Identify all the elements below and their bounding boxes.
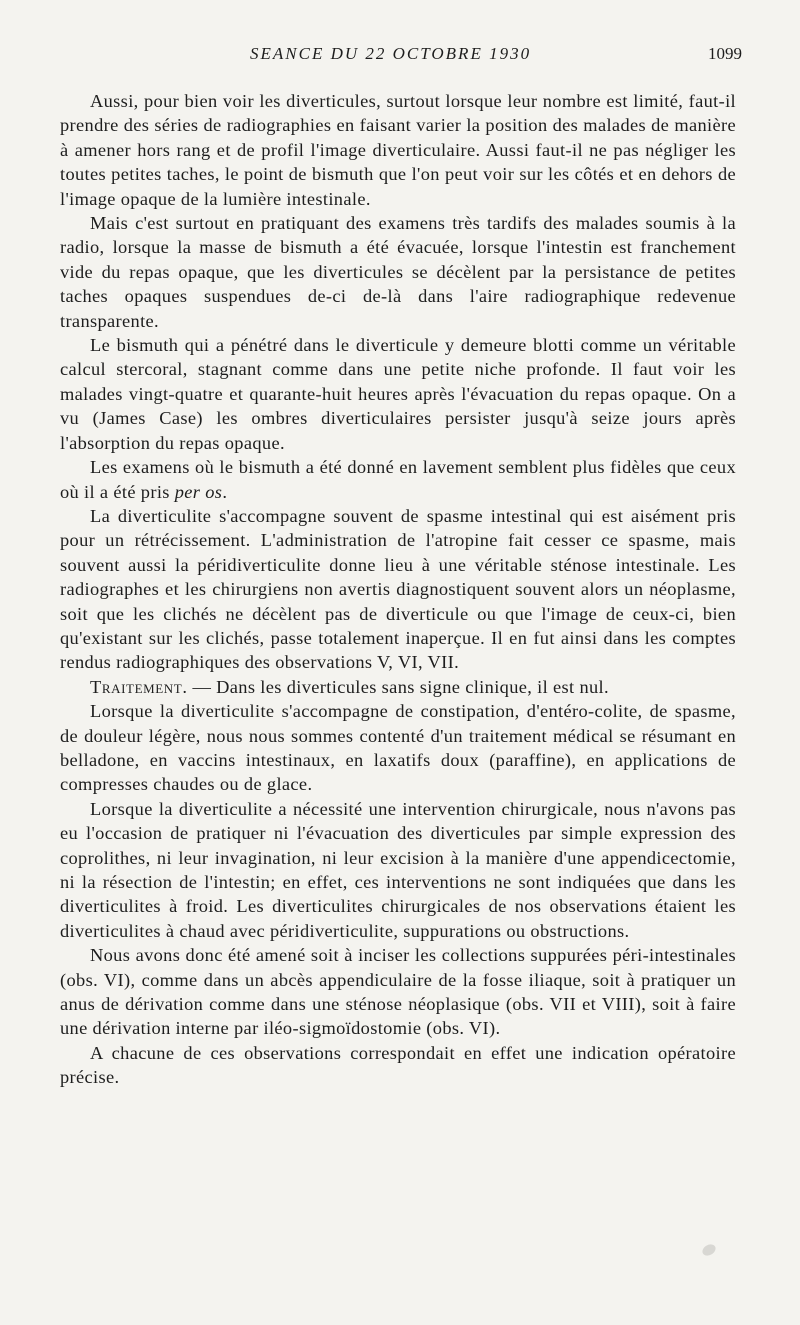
- paragraph-radiography-series: Aussi, pour bien voir les diverticules, surtout lorsque leur nombre est limité, faut-il prendre des séries de radiographies en faisant varier la position des malades de manière à amener hors rang et de profil l'image diverticulaire. Aussi faut-il ne pas négliger les toutes petites taches, le point de bismuth que l'on peut voir sur les côtés et en dehors de l'image opaque de la lumière intestinale.: [60, 91, 736, 209]
- running-head: SEANCE DU 22 OCTOBRE 1930: [250, 44, 532, 63]
- page-header: [60, 44, 740, 68]
- paragraph-procedures: Nous avons donc été amené soit à inciser les collections suppurées péri-intestinales (obs. VI), comme dans un abcès appendiculaire de la fosse iliaque, soit à pratiquer un anus de dérivation comme dans une sténose néoplasique (obs. VII et VIII), soit à faire une dérivation interne par iléo-sigmoïdostomie (obs. VI).: [60, 945, 736, 1039]
- paragraph-late-examinations: Mais c'est surtout en pratiquant des examens très tardifs des malades soumis à la radio, lorsque la masse de bismuth a été évacuée, lorsque l'intestin est franchement vide du repas opaque, que les diverticules se décèlent par la persistance de petites taches opaques suspendues de-ci de-là dans l'aire radiographique redevenue transparente.: [60, 213, 736, 331]
- paper-stain: [700, 1242, 717, 1258]
- paragraph-treatment: [60, 675, 736, 699]
- paragraph-conclusion: A chacune de ces observations correspondait en effet une indication opératoire précise.: [60, 1042, 736, 1088]
- paragraph-text: Les examens où le bismuth a été donné en lavement semblent plus fidèles que ceux où il a été pris: [60, 457, 736, 502]
- paragraph-end: .: [222, 481, 228, 502]
- page-number: 1099: [708, 44, 742, 63]
- body-text: [60, 89, 736, 1090]
- paragraph-enema-examinations: [60, 455, 736, 504]
- paragraph-text: — Dans les diverticules sans signe clinique, il est nul.: [187, 676, 609, 697]
- paragraph-spasm-stenosis: La diverticulite s'accompagne souvent de spasme intestinal qui est aisément pris pour un rétrécissement. L'administration de l'atropine fait cesser ce spasme, mais souvent aussi la péridiverticulite donne lieu à une véritable sténose intestinale. Les radiographes et les chirurgiens non avertis diagnostiquent souvent alors un néoplasme, soit que les clichés ne décèlent pas de diverticule ou que l'image de ceux-ci, bien qu'existant sur les clichés, passe totalement inaperçue. Il en fut ainsi dans les comptes rendus radiographiques des observations V, VI, VII.: [60, 505, 736, 673]
- section-heading-treatment: Traitement.: [90, 676, 188, 697]
- paragraph-bismuth-retention: Le bismuth qui a pénétré dans le diverticule y demeure blotti comme un véritable calcul stercoral, stagnant comme dans une petite niche profonde. Il faut voir les malades vingt-quatre et quarante-huit heures après l'évacuation du repas opaque. On a vu (James Case) les ombres diverticulaires persister jusqu'à seize jours après l'absorption du repas opaque.: [60, 335, 736, 453]
- paragraph-surgical-intervention: Lorsque la diverticulite a nécessité une intervention chirurgicale, nous n'avons pas eu l'occasion de pratiquer ni l'évacuation des diverticules par simple expression des coprolithes, ni leur invagination, ni leur excision à la manière d'une appendicectomie, ni la résection de l'intestin; en effet, ces interventions ne sont indiquées que dans les diverticulites à froid. Les diverticulites chirurgicales de nos observations étaient les diverticulites à chaud avec péridiverticulite, suppurations ou obstructions.: [60, 798, 736, 941]
- latin-phrase: per os: [174, 481, 223, 502]
- paragraph-medical-treatment: Lorsque la diverticulite s'accompagne de constipation, d'entéro-colite, de spasme, de douleur légère, nous nous sommes contenté d'un traitement médical se résumant en belladone, en vaccins intestinaux, en laxatifs doux (paraffine), en applications de compresses chaudes ou de glace.: [60, 701, 736, 795]
